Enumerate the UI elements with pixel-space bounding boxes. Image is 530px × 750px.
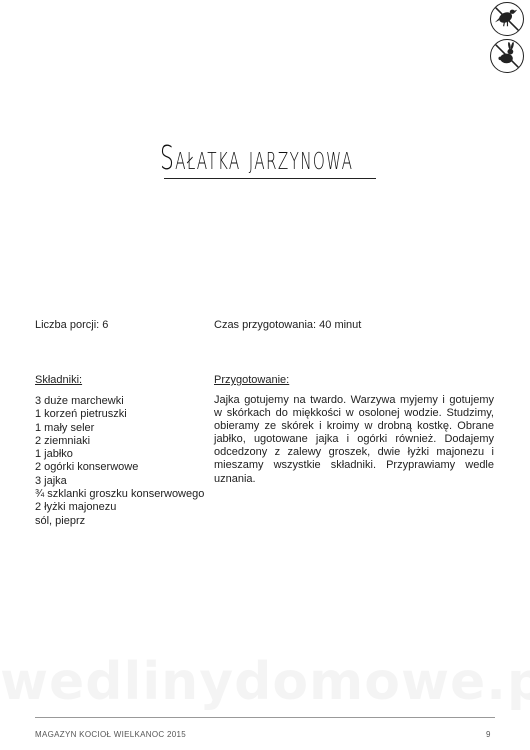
diet-icons [490, 2, 526, 76]
footer-magazine-name: MAGAZYN KOCIOŁ WIELKANOC 2015 [35, 730, 186, 739]
ingredient-item: 3 jajka [35, 474, 67, 487]
title-underline [164, 178, 376, 179]
ingredient-item: 1 korzeń pietruszki [35, 408, 127, 421]
ingredient-item: 2 ziemniaki [35, 434, 91, 447]
ingredient-item: 1 jabłko [35, 448, 73, 461]
no-poultry-icon [490, 2, 524, 36]
watermark [0, 652, 530, 712]
preparation-text: Jajka gotujemy na twardo. Warzywa myjemy i gotujemy w skórkach do miękkości w osolonej wodzie. Studzimy, obieramy ze skórek i kroimy w drobną kostkę. Obrane jabłko, ugotowane jajka i ogórki również. Dodajemy odcedzony z zalewy groszek, dwie łyżki majonezu i mieszamy wszystkie składniki. Przyprawiamy wedle uznania. [214, 394, 494, 485]
ingredient-item: 1 mały seler [35, 421, 95, 434]
no-rabbit-icon [490, 39, 524, 73]
ingredient-item: 2 łyżki majonezu [35, 501, 117, 514]
prep-time-info: Czas przygotowania: 40 minut [214, 319, 362, 331]
preparation-heading: Przygotowanie: [214, 374, 290, 386]
portions-info: Liczba porcji: 6 [35, 319, 109, 331]
ingredient-item: sól, pieprz [35, 514, 86, 527]
footer-divider [35, 717, 495, 718]
ingredient-item: 3 duże marchewki [35, 395, 124, 407]
ingredient-item: 2 ogórki konserwowe [35, 461, 139, 474]
page-number: 9 [486, 730, 491, 739]
ingredient-item: ¾ szklanki groszku konserwowego [35, 488, 205, 501]
ingredients-list [35, 395, 204, 528]
ingredients-heading: Składniki: [35, 374, 83, 386]
recipe-title: Sałatka jarzynowa [160, 138, 354, 177]
